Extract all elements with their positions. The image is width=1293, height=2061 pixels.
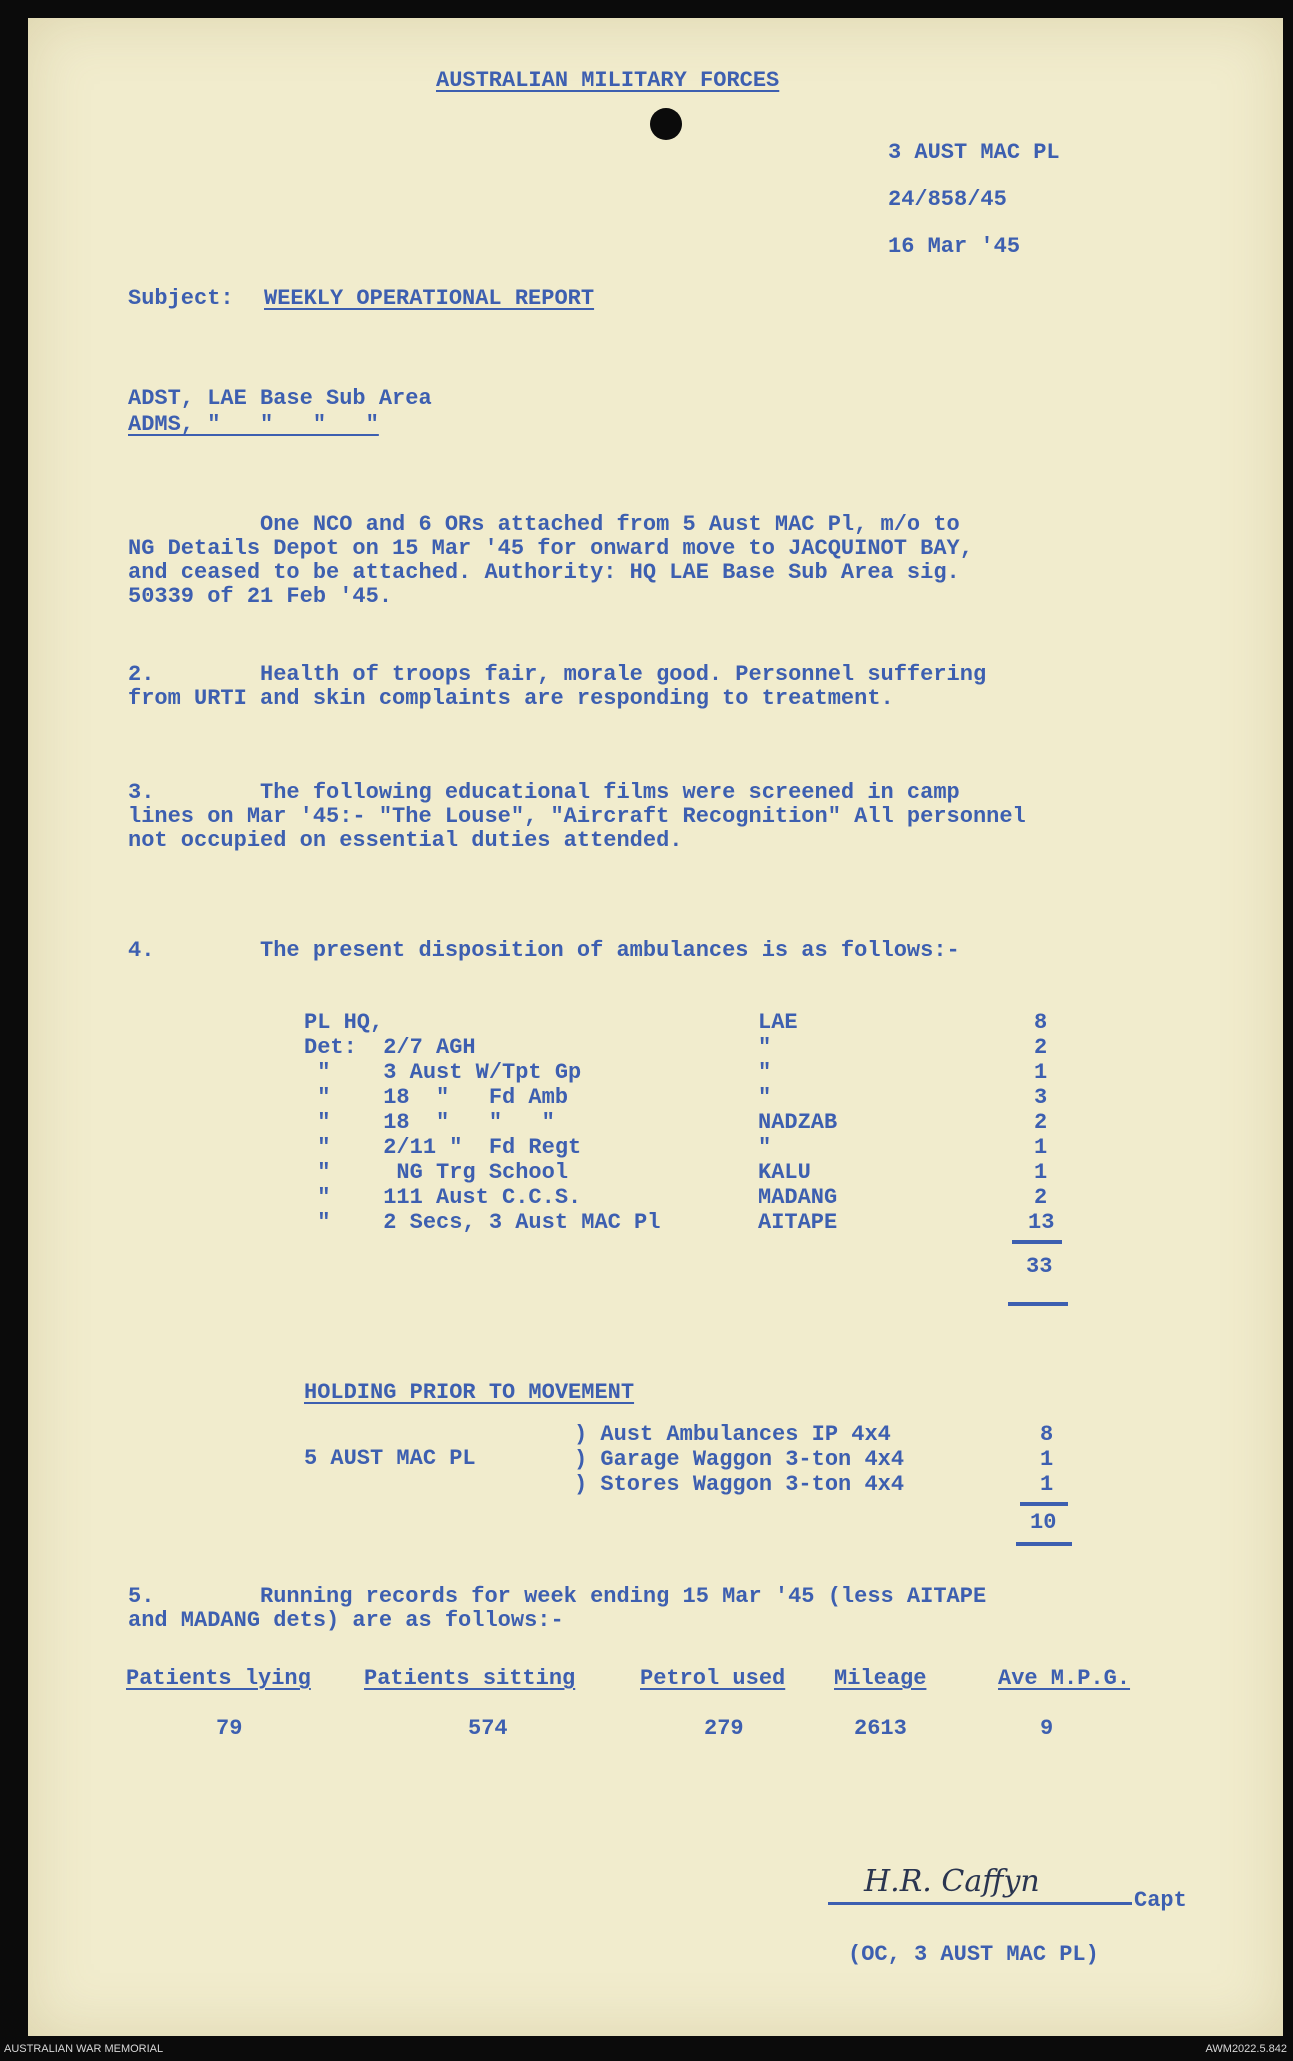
disposition-unit: Det: 2/7 AGH: [304, 1035, 476, 1060]
running-header: Petrol used: [640, 1666, 786, 1691]
paragraph-5-line: and MADANG dets) are as follows:-: [128, 1608, 564, 1633]
disposition-unit: " 2 Secs, 3 Aust MAC Pl: [304, 1210, 661, 1235]
disposition-location: ": [758, 1060, 772, 1085]
sum-rule: [1020, 1502, 1068, 1506]
archive-credit: AUSTRALIAN WAR MEMORIAL: [4, 2043, 164, 2055]
paragraph-3-line: lines on Mar '45:- "The Louse", "Aircraft Recognition" All personnel: [128, 804, 1026, 829]
disposition-location: MADANG: [758, 1185, 838, 1210]
holding-count: 1: [1040, 1447, 1054, 1472]
running-value: 2613: [854, 1716, 907, 1741]
addressee-line: ADST, LAE Base Sub Area: [128, 386, 432, 411]
holding-item: ) Aust Ambulances IP 4x4: [574, 1422, 891, 1447]
holding-count: 1: [1040, 1472, 1054, 1497]
subject-title: WEEKLY OPERATIONAL REPORT: [264, 286, 595, 311]
handwritten-signature: H.R. Caffyn: [864, 1864, 1040, 1899]
disposition-count: 1: [1034, 1060, 1048, 1085]
disposition-count: 3: [1034, 1085, 1048, 1110]
disposition-count: 1: [1034, 1160, 1048, 1185]
unit-designation: 3 AUST MAC PL: [888, 140, 1060, 165]
paragraph-3-line: 3. The following educational films were screened in camp: [128, 780, 960, 805]
disposition-location: AITAPE: [758, 1210, 838, 1235]
disposition-count: 2: [1034, 1110, 1048, 1135]
disposition-total: 33: [1026, 1254, 1053, 1279]
holding-item: ) Garage Waggon 3-ton 4x4: [574, 1447, 905, 1472]
running-value: 79: [216, 1716, 243, 1741]
paragraph-2-line: 2. Health of troops fair, morale good. Personnel suffering: [128, 662, 987, 687]
disposition-unit: " 2/11 " Fd Regt: [304, 1135, 582, 1160]
disposition-location: ": [758, 1085, 772, 1110]
archive-reference: AWM2022.5.842: [1205, 2043, 1287, 2055]
disposition-count: 2: [1034, 1185, 1048, 1210]
paragraph-1-line: One NCO and 6 ORs attached from 5 Aust MAC Pl, m/o to: [128, 512, 960, 537]
paragraph-5-line: 5. Running records for week ending 15 Mar '45 (less AITAPE: [128, 1584, 987, 1609]
holding-total: 10: [1030, 1510, 1057, 1535]
running-header: Patients sitting: [364, 1666, 576, 1691]
running-header: Patients lying: [126, 1666, 311, 1691]
disposition-count: 13: [1028, 1210, 1055, 1235]
reference-number: 24/858/45: [888, 187, 1007, 212]
paragraph-4-line: 4. The present disposition of ambulances is as follows:-: [128, 938, 960, 963]
punch-hole: [650, 108, 682, 140]
disposition-unit: " NG Trg School: [304, 1160, 569, 1185]
holding-count: 8: [1040, 1422, 1054, 1447]
running-value: 279: [704, 1716, 744, 1741]
disposition-location: KALU: [758, 1160, 811, 1185]
disposition-location: ": [758, 1035, 772, 1060]
document-page: [28, 18, 1283, 2036]
disposition-location: LAE: [758, 1010, 798, 1035]
paragraph-1-line: NG Details Depot on 15 Mar '45 for onward move to JACQUINOT BAY,: [128, 536, 973, 561]
disposition-unit: " 18 " " ": [304, 1110, 555, 1135]
disposition-unit: PL HQ,: [304, 1010, 384, 1035]
disposition-unit: " 3 Aust W/Tpt Gp: [304, 1060, 582, 1085]
paragraph-2-line: from URTI and skin complaints are responding to treatment.: [128, 686, 894, 711]
document-date: 16 Mar '45: [888, 234, 1021, 259]
total-rule: [1016, 1542, 1072, 1546]
running-value: 574: [468, 1716, 508, 1741]
holding-title: HOLDING PRIOR TO MOVEMENT: [304, 1380, 635, 1405]
disposition-unit: " 111 Aust C.C.S.: [304, 1185, 582, 1210]
disposition-location: ": [758, 1135, 772, 1160]
running-header: Ave M.P.G.: [998, 1666, 1131, 1691]
holding-item: ) Stores Waggon 3-ton 4x4: [574, 1472, 905, 1497]
subject-label: Subject:: [128, 286, 234, 311]
holding-unit: 5 AUST MAC PL: [304, 1446, 476, 1471]
paragraph-1-line: and ceased to be attached. Authority: HQ LAE Base Sub Area sig.: [128, 560, 960, 585]
paragraph-3-line: not occupied on essential duties attended.: [128, 828, 683, 853]
running-header: Mileage: [834, 1666, 927, 1691]
signature-line: [828, 1902, 1132, 1905]
addressee-line: ADMS, " " " ": [128, 412, 379, 437]
disposition-location: NADZAB: [758, 1110, 838, 1135]
disposition-count: 1: [1034, 1135, 1048, 1160]
running-value: 9: [1040, 1716, 1054, 1741]
signatory-appointment: (OC, 3 AUST MAC PL): [848, 1942, 1099, 1967]
disposition-unit: " 18 " Fd Amb: [304, 1085, 569, 1110]
sum-rule: [1012, 1240, 1062, 1244]
disposition-count: 2: [1034, 1035, 1048, 1060]
organisation-heading: AUSTRALIAN MILITARY FORCES: [436, 68, 780, 93]
total-rule: [1008, 1302, 1068, 1306]
disposition-count: 8: [1034, 1010, 1048, 1035]
signatory-rank: Capt: [1134, 1888, 1187, 1913]
paragraph-1-line: 50339 of 21 Feb '45.: [128, 584, 393, 609]
